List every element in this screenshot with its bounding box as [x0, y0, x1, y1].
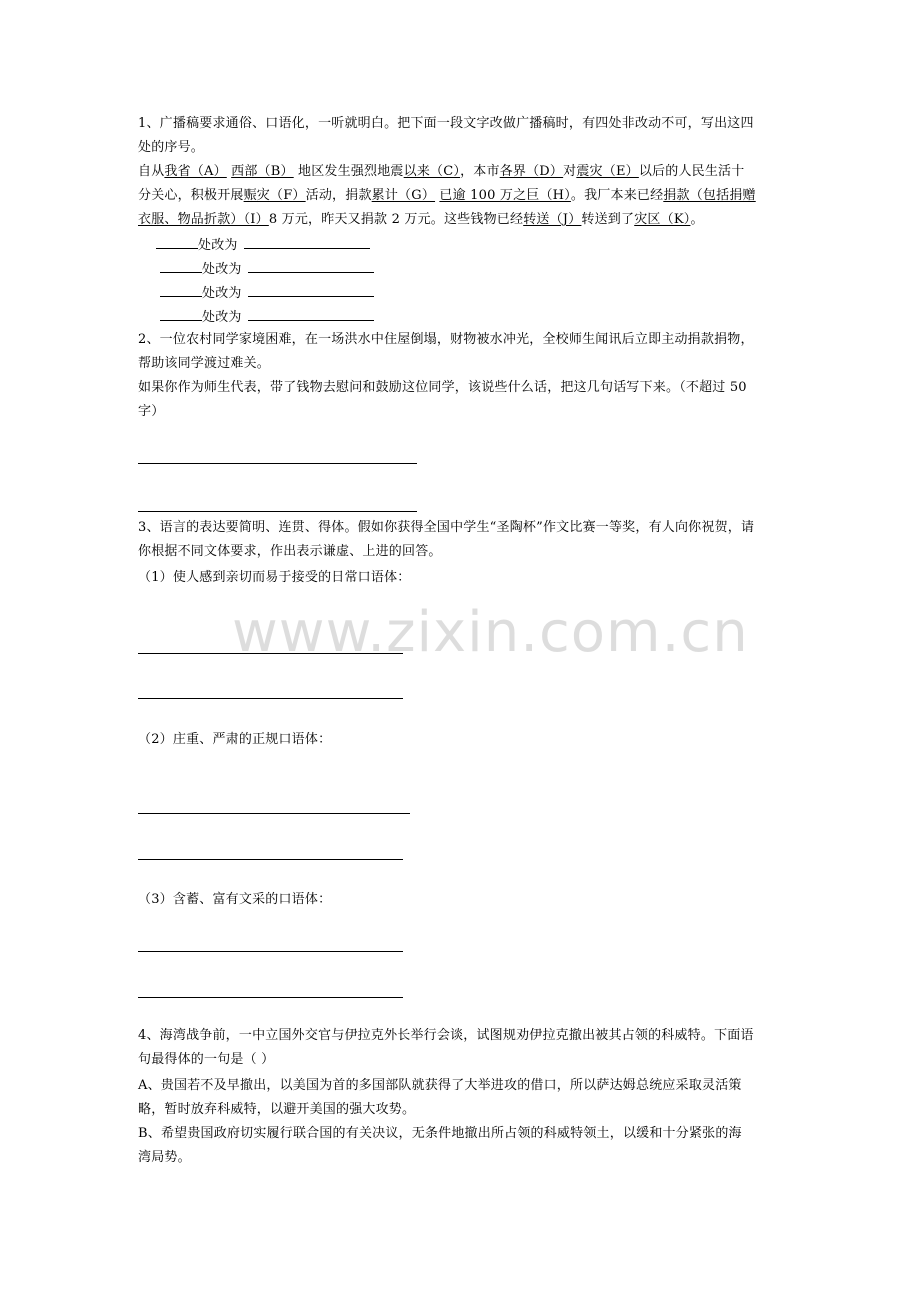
q3-subquestion-1: （1）使人感到亲切而易于接受的日常口语体： — [138, 570, 411, 585]
q3-2-answer-line[interactable] — [138, 859, 403, 860]
q4-line-1: 4、海湾战争前，一中立国外交官与伊拉克外长举行会谈，试图规劝伊拉克撤出被其占领的科威特。下面语 — [138, 1028, 754, 1043]
q3-3-answer-line[interactable] — [138, 997, 403, 998]
underlined-term: 各界（D） — [499, 164, 564, 179]
underlined-term: 以来（C） — [403, 164, 461, 179]
underlined-term: 捐款（包括捐赠 — [663, 188, 756, 203]
q3-line-1: 3、语言的表达要简明、连贯、得体。假如你获得全国中学生“圣陶杯”作文比赛一等奖，有人向你祝贺，请 — [138, 520, 755, 535]
answer-blank-row: 处改为 — [160, 284, 810, 302]
answer-blank-row: 处改为 — [160, 308, 810, 326]
underlined-term: 震灾（E） — [576, 164, 639, 179]
q2-answer-line[interactable] — [138, 511, 417, 512]
blank-number[interactable] — [160, 260, 202, 273]
q3-line-2: 你根据不同文体要求，作出表示谦虚、上进的回答。 — [138, 544, 442, 559]
answer-blank-row: 处改为 — [160, 260, 810, 278]
q2-line-3: 如果你作为师生代表，带了钱物去慰问和鼓励这位同学，该说些什么话，把这几句话写下来。（不超过 50 — [138, 380, 747, 395]
q3-2-answer-line[interactable] — [138, 813, 410, 814]
underlined-term: 灾区（K） — [634, 212, 691, 227]
blank-number[interactable] — [160, 284, 202, 297]
q1-line-1: 1、广播稿要求通俗、口语化，一听就明白。把下面一段文字改做广播稿时，有四处非改动不可，写出这四 — [138, 116, 754, 131]
watermark: www.zixin.com.cn — [232, 600, 749, 665]
q3-subquestion-2: （2）庄重、严肃的正规口语体： — [138, 732, 332, 747]
q1-passage-line-1: 自从我省（A） 西部（B） 地区发生强烈地震以来（C），本市各界（D）对震灾（E）以后的人民生活十 — [138, 164, 745, 179]
blank-number[interactable] — [160, 308, 202, 321]
q3-3-answer-line[interactable] — [138, 951, 403, 952]
q1-passage-line-3: 衣服、物品折款）（I）8 万元，昨天又捐款 2 万元。这些钱物已经转送（J）转送到了灾区（K）。 — [138, 212, 704, 227]
q4-option-b-line-2: 湾局势。 — [138, 1150, 191, 1165]
q4-option-b-line-1: B、希望贵国政府切实履行联合国的有关决议，无条件地撤出所占领的科威特领土，以缓和十分紧张的海 — [138, 1126, 742, 1141]
answer-blank-row: 处改为 — [156, 236, 806, 254]
underlined-term: 我省（A） — [164, 164, 227, 179]
q3-subquestion-3: （3）含蓄、富有文采的口语体： — [138, 892, 332, 907]
underlined-term: 转送（J） — [523, 212, 582, 227]
blank-answer[interactable] — [248, 284, 374, 297]
q4-line-2: 句最得体的一句是（ ） — [138, 1052, 275, 1067]
q2-line-2: 帮助该同学渡过难关。 — [138, 356, 271, 371]
q1-line-2: 处的序号。 — [138, 140, 205, 155]
blank-number[interactable] — [156, 236, 198, 249]
q1-passage-line-2: 分关心，积极开展赈灾（F）活动，捐款累计（G） 已逾 100 万之巨（H）。我厂本来已经捐款（包括捐赠 — [138, 188, 756, 203]
q2-line-1: 2、一位农村同学家境困难，在一场洪水中住屋倒塌，财物被水冲光，全校师生闻讯后立即主动捐款捐物， — [138, 332, 754, 347]
blank-answer[interactable] — [244, 236, 370, 249]
blank-answer[interactable] — [248, 308, 374, 321]
q3-1-answer-line[interactable] — [138, 698, 403, 699]
underlined-term: 衣服、物品折款）（I） — [138, 212, 269, 227]
underlined-term: 赈灾（F） — [243, 188, 306, 203]
underlined-term: 西部（B） — [231, 164, 294, 179]
q2-line-4: 字） — [138, 404, 165, 419]
q2-answer-line[interactable] — [138, 463, 417, 464]
blank-answer[interactable] — [248, 260, 374, 273]
q4-option-a-line-2: 略，暂时放弃科威特，以避开美国的强大攻势。 — [138, 1102, 416, 1117]
underlined-term: 已逾 100 万之巨（H） — [439, 188, 571, 203]
underlined-term: 累计（G） — [371, 188, 436, 203]
q4-option-a-line-1: A、贵国若不及早撤出，以美国为首的多国部队就获得了大举进攻的借口，所以萨达姆总统应采取灵活策 — [138, 1078, 742, 1093]
